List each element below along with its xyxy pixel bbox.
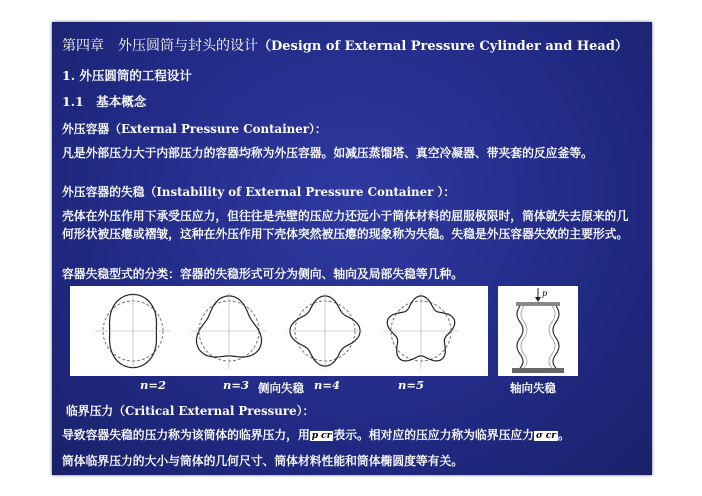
axial-wall-left-inner [521, 306, 527, 368]
critical-text-b: 表示。相对应的压应力称为临界压应力 [333, 428, 534, 442]
definition-heading: 外压容器（External Pressure Container）： [62, 122, 327, 136]
critical-pressure-symbol: p cr [311, 431, 332, 441]
center-axes-n4 [287, 293, 363, 369]
axial-wall-left [517, 306, 523, 368]
mode-label-n5: n=5 [398, 378, 424, 392]
lateral-buckling-figure [70, 286, 488, 376]
instability-heading: 外压容器的失稳（Instability of External Pressure Container ）： [62, 185, 456, 199]
critical-text-a: 导致容器失稳的压力称为该筒体的临界压力，用 [62, 428, 310, 442]
axial-load-arrowhead [535, 297, 541, 302]
axial-wall-right [553, 306, 559, 368]
critical-text-c: 。 [557, 428, 570, 442]
critical-pressure-text [62, 426, 570, 443]
axial-buckling-figure [498, 286, 578, 376]
axial-base-plate [512, 368, 564, 373]
slide-title [62, 35, 628, 55]
instability-text: 壳体在外压作用下承受压应力，但往往是壳壁的压应力还远小于筒体材料的屈服极限时，筒体就失去原来的几何形状被压瘪或褶皱，这种在外压作用下壳体突然被压瘪的现象称为失稳。失稳是外压容器失效的主要形式。 [62, 209, 629, 241]
center-axes-n3 [191, 293, 267, 369]
axial-top-plate [516, 302, 560, 306]
slide-title-zh: 第四章 外压圆筒与封头的设计 [62, 38, 258, 54]
lateral-buckling-label: 侧向失稳 [258, 381, 304, 395]
mode-label-n2: n=2 [140, 378, 166, 392]
center-axes-n2 [95, 293, 171, 369]
critical-stress-symbol: σ cr [535, 431, 556, 441]
axial-load-symbol: p [542, 289, 548, 298]
axial-wall-right-inner [549, 306, 555, 368]
classification-text: 容器失稳型式的分类：容器的失稳形式可分为侧向、轴向及局部失稳等几种。 [62, 267, 464, 281]
mode-label-n3: n=3 [223, 378, 249, 392]
critical-pressure-heading: 临界压力（Critical External Pressure）： [66, 404, 315, 418]
final-statement: 筒体临界压力的大小与筒体的几何尺寸、筒体材料性能和筒体椭圆度等有关。 [62, 454, 464, 468]
axial-buckling-diagram [498, 286, 578, 376]
section-heading-1-1: 1.1 基本概念 [62, 94, 147, 109]
mode-label-n4: n=4 [314, 378, 340, 392]
section-heading-1: 1. 外压圆筒的工程设计 [62, 68, 192, 83]
lateral-buckling-diagram [70, 286, 488, 376]
slide-title-en: （Design of External Pressure Cylinder and Head） [258, 39, 628, 54]
definition-text: 凡是外部压力大于内部压力的容器均称为外压容器。如减压蒸馏塔、真空冷凝器、带夹套的反应釜等。 [62, 146, 593, 160]
axial-buckling-label: 轴向失稳 [510, 381, 556, 395]
slide [52, 22, 652, 475]
center-axes-n5 [383, 293, 459, 369]
